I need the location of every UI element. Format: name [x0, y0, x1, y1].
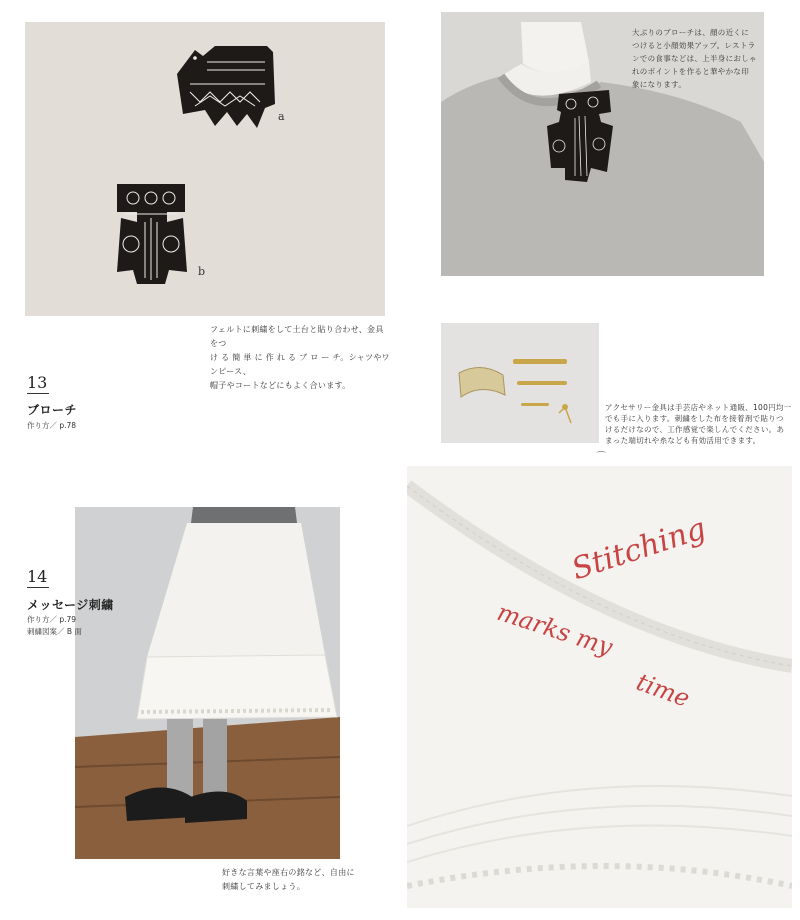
caption-line: 刺繍してみましょう。 [222, 882, 305, 891]
howto-ref: 作り方／ p.78 [27, 421, 77, 430]
caption-line: でも手に入ります。刺繍をした布を接着剤で貼りつ [605, 414, 784, 423]
caption-line: つけると小顔効果アップ。レストラ [632, 41, 756, 50]
sweater-caption [632, 26, 760, 91]
caption-line: 帽子やコートなどにもよく合います。 [210, 381, 351, 390]
brooch-caption [210, 323, 390, 393]
embroidery-closeup [407, 466, 792, 908]
item-number: 13 [27, 373, 48, 392]
embroidery-line: marks my [493, 597, 616, 662]
caption-line: れのポイントを作ると華やかな印 [632, 67, 749, 76]
item-number: 14 [27, 567, 48, 586]
pin-backs [559, 404, 571, 423]
caption-line: フェルトに刺繍をして土台と貼り合わせ、金具をつ [210, 325, 384, 348]
caption-line: アクセサリー金具は手芸店やネット通販、100円均一 [605, 403, 792, 412]
caption-line: 好きな言葉や座右の銘など、自由に [222, 868, 355, 877]
caption-line: 大ぶりのブローチは、顔の近くに [632, 28, 749, 37]
item-title: ブローチ [27, 403, 78, 417]
pattern-ref: 刺繍図案／ B 面 [27, 627, 82, 636]
cross-brooch [117, 184, 187, 284]
caption-line: け る 簡 単 に 作 れ る ブ ロ ー チ。シャツやワンピース、 [210, 353, 390, 376]
caption-line: まった端切れや糸なども有効活用できます。 [605, 436, 761, 445]
skirt-caption [222, 866, 382, 894]
hair-clips [513, 359, 567, 406]
caption-line: 象になります。 [632, 80, 686, 89]
label-b: b [198, 265, 206, 278]
bird-brooch [177, 46, 275, 128]
howto-ref: 作り方／ p.79 [27, 615, 77, 624]
brooch-photo [25, 22, 385, 316]
accessory-caption [605, 402, 795, 446]
embroidery-line: Stitching [567, 511, 711, 588]
skirt-photo [75, 507, 340, 859]
caption-line: けるだけなので、工作感覚で楽しんでください。あ [605, 425, 785, 434]
divider [27, 393, 49, 394]
chevron-up-icon: ⌒ [596, 452, 606, 463]
gold-cuff [459, 367, 505, 397]
divider [27, 587, 49, 588]
item-title: メッセージ刺繍 [27, 598, 114, 612]
accessory-photo [441, 323, 599, 443]
embroidery-line: time [632, 667, 694, 713]
label-a: a [278, 110, 285, 123]
caption-line: ンでの食事などは、上半身におしゃ [632, 54, 757, 63]
